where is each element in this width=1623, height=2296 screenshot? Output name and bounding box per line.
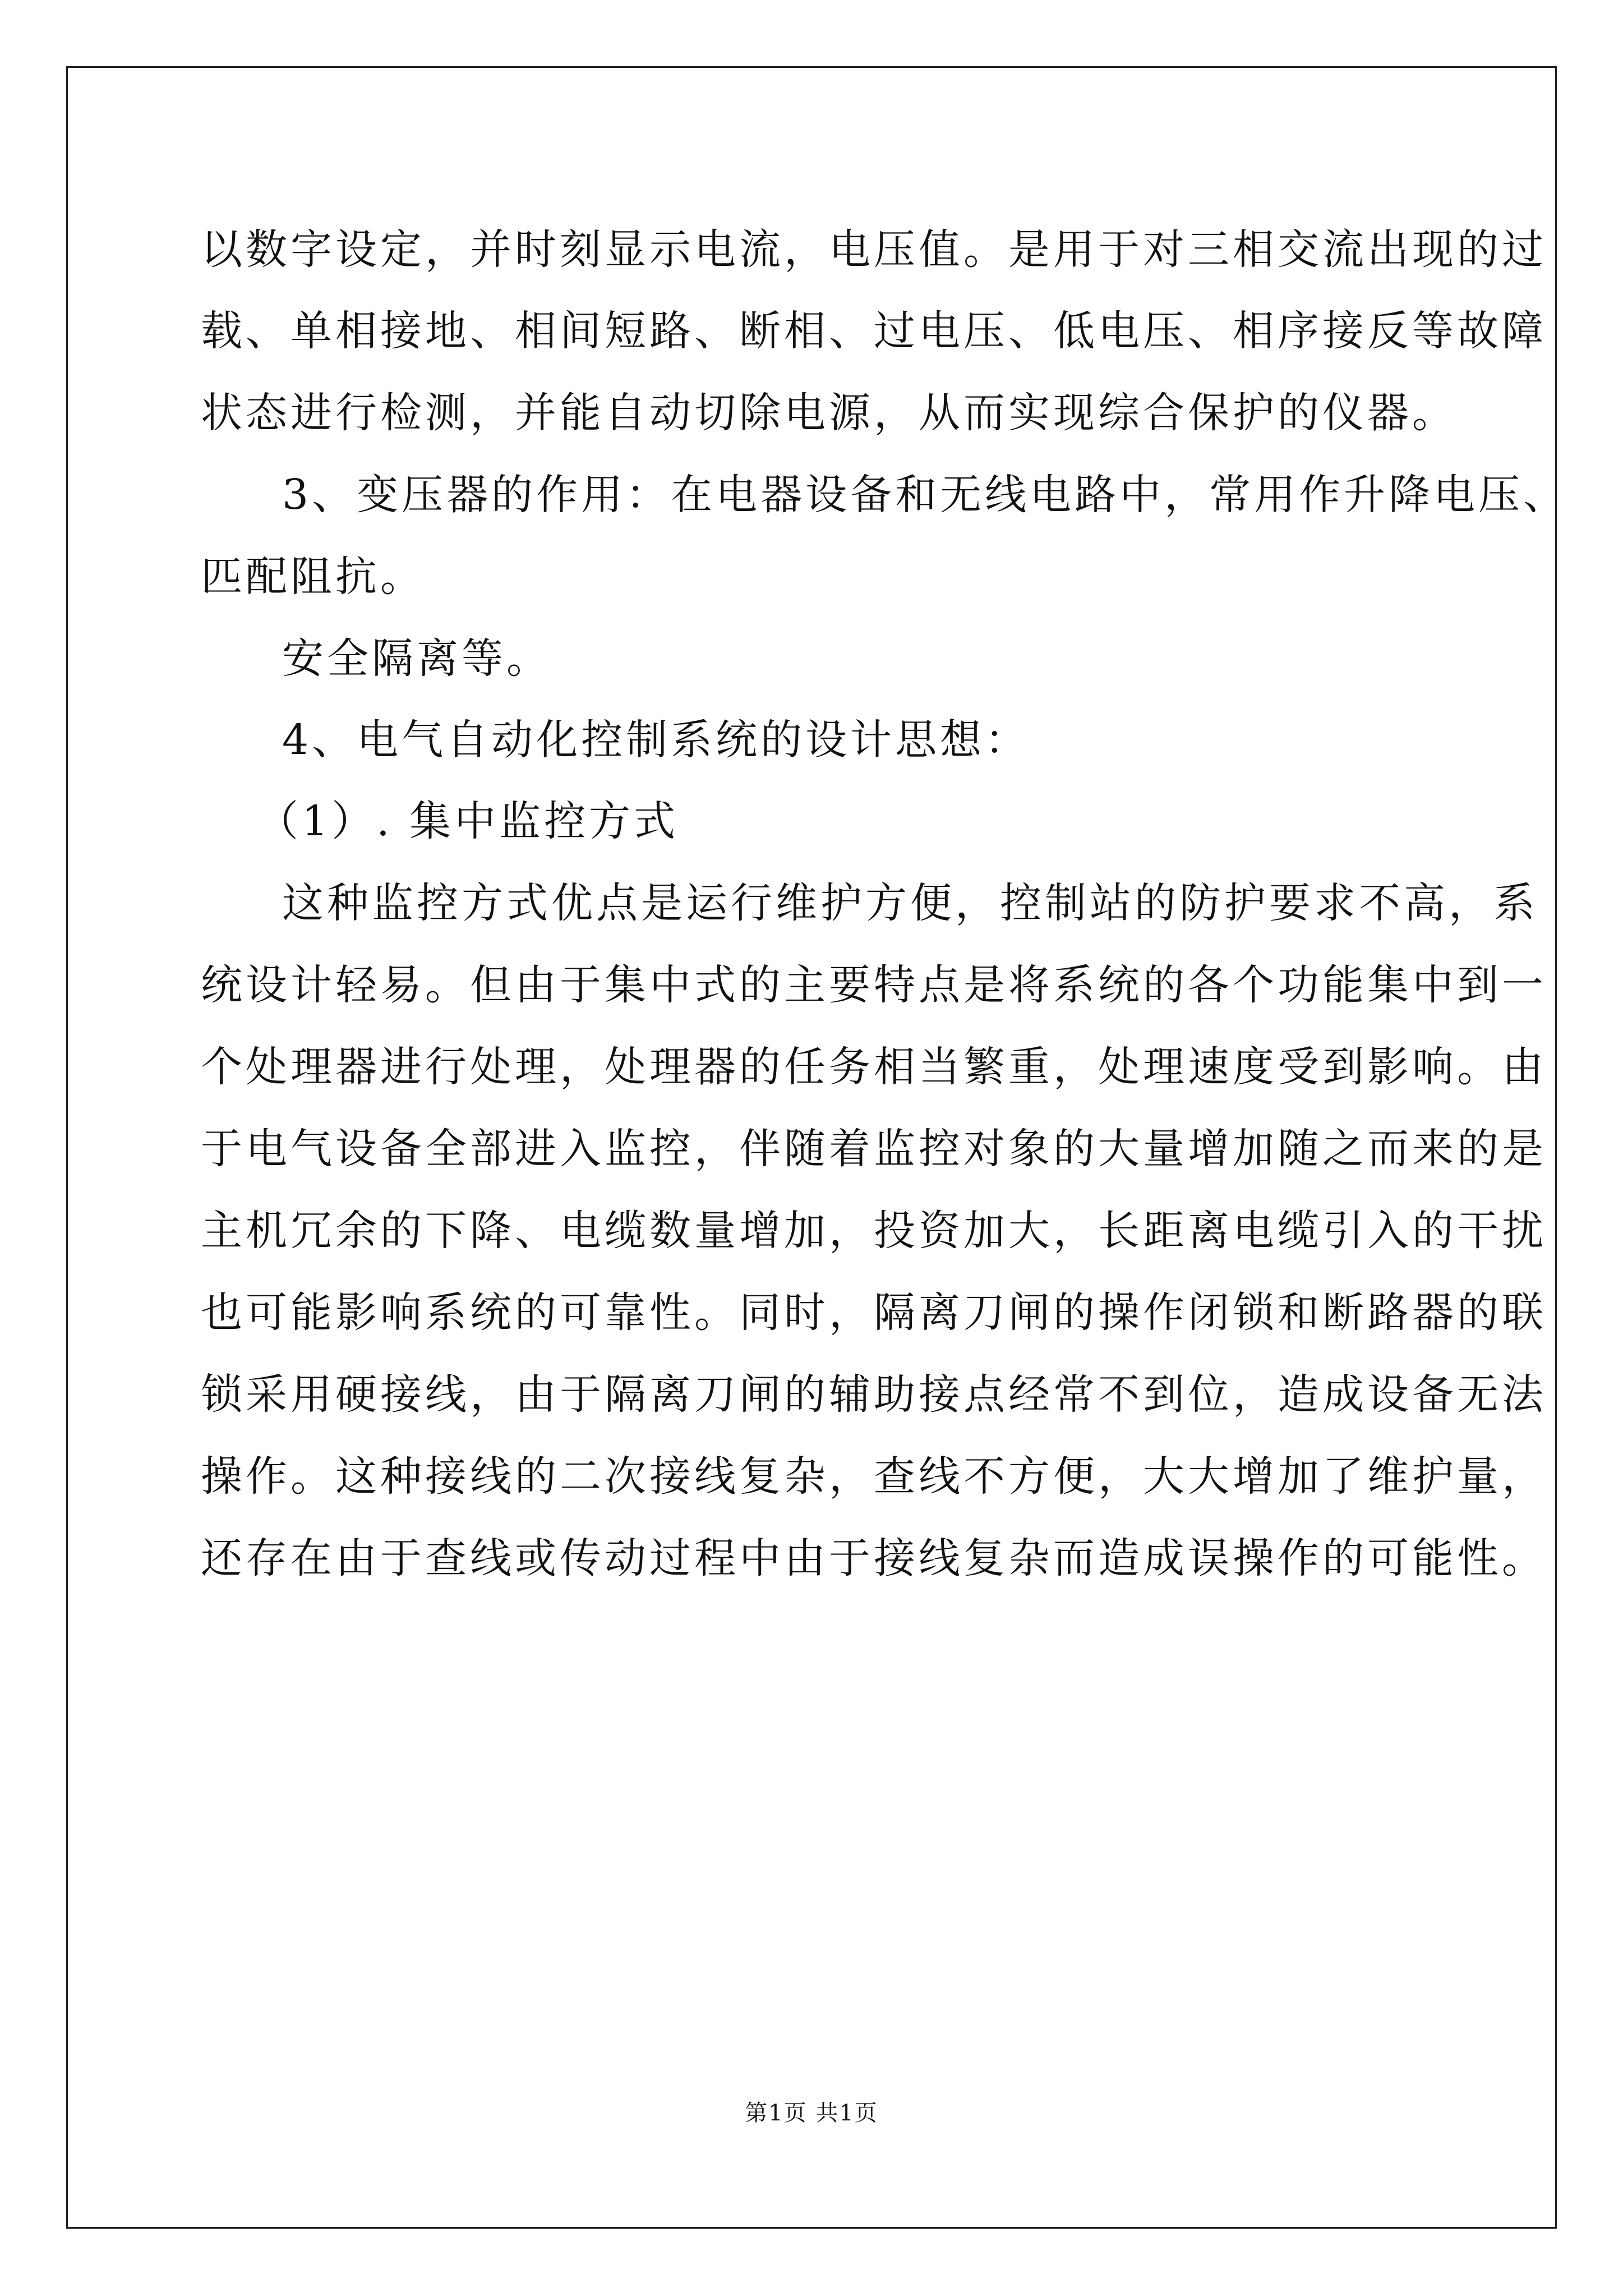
text-line: 也可能影响系统的可靠性。同时，隔离刀闸的操作闭锁和断路器的联 [201, 1289, 1547, 1337]
text-line: 于电气设备全部进入监控，伴随着监控对象的大量增加随之而来的是 [201, 1125, 1547, 1173]
text-line: 还存在由于查线或传动过程中由于接线复杂而造成误操作的可能性。 [201, 1534, 1547, 1582]
text-line: 匹配阻抗。 [201, 553, 425, 601]
text-line: 安全隔离等。 [282, 634, 551, 683]
text-line: 个处理器进行处理，处理器的任务相当繁重，处理速度受到影响。由 [201, 1043, 1547, 1091]
text-line: 统设计轻易。但由于集中式的主要特点是将系统的各个功能集中到一 [201, 961, 1547, 1009]
text-line: 载、单相接地、相间短路、断相、过电压、低电压、相序接反等故障 [201, 307, 1547, 355]
text-line: 主机冗余的下降、电缆数量增加，投资加大，长距离电缆引入的干扰 [201, 1207, 1547, 1255]
text-line: 3、变压器的作用：在电器设备和无线电路中，常用作升降电压、 [282, 471, 1569, 519]
text-line: 状态进行检测，并能自动切除电源，从而实现综合保护的仪器。 [201, 389, 1457, 437]
page-footer: 第1页 共1页 [745, 2100, 878, 2126]
text-line: 锁采用硬接线，由于隔离刀闸的辅助接点经常不到位，造成设备无法 [201, 1370, 1547, 1419]
text-line: 以数字设定，并时刻显示电流，电压值。是用于对三相交流出现的过 [201, 226, 1547, 274]
text-line: 这种监控方式优点是运行维护方便，控制站的防护要求不高，系 [282, 879, 1538, 927]
section-heading: （1）. 集中监控方式 [257, 797, 679, 845]
text-line: 操作。这种接线的二次接线复杂，查线不方便，大大增加了维护量， [201, 1452, 1547, 1501]
text-line: 4、电气自动化控制系统的设计思想： [282, 716, 1030, 764]
